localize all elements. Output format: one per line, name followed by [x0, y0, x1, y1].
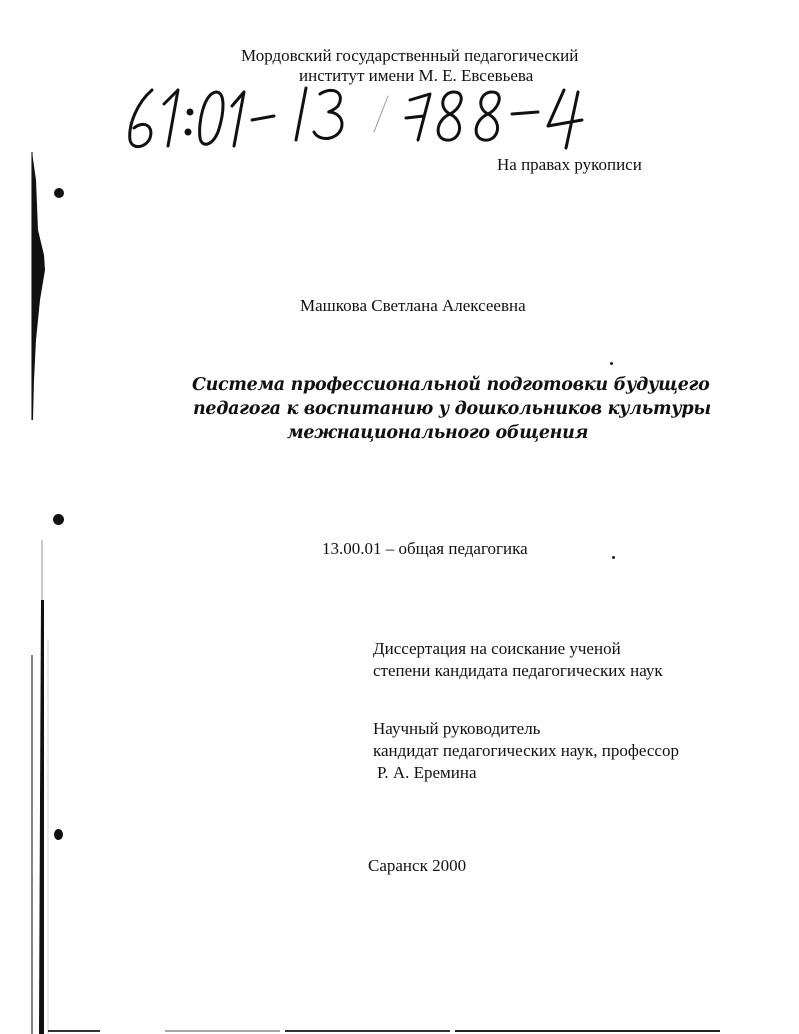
- dissertation-degree-line2: степени кандидата педагогических наук: [373, 661, 663, 680]
- handwritten-registry-number: [120, 82, 600, 152]
- punch-hole-mark-2: [53, 514, 64, 525]
- dissertation-title-line2: педагога к воспитанию у дошкольников культуры: [193, 399, 711, 419]
- city-year: Саранск 2000: [368, 856, 467, 875]
- supervisor-label: Научный руководитель: [373, 719, 541, 738]
- dissertation-title-line1: Система профессиональной подготовки будущего: [192, 375, 710, 395]
- rights-notice: На правах рукописи: [497, 155, 642, 174]
- punch-hole-mark-3: [54, 829, 63, 840]
- author-name: Машкова Светлана Алексеевна: [300, 296, 526, 315]
- institution-name-line1: Мордовский государственный педагогический: [241, 46, 579, 65]
- scan-bottom-edge: [0, 1028, 799, 1034]
- punch-hole-mark-1: [54, 188, 64, 198]
- scan-binding-edge: [0, 0, 80, 1034]
- scan-speck: [612, 556, 615, 559]
- supervisor-credentials: кандидат педагогических наук, профессор: [373, 741, 679, 760]
- scan-speck: [610, 362, 613, 365]
- supervisor-name: Р. А. Еремина: [377, 763, 477, 782]
- institution-name-line2: институт имени М. Е. Евсевьева: [299, 66, 534, 85]
- dissertation-degree-line1: Диссертация на соискание ученой: [373, 639, 621, 658]
- dissertation-title-line3: межнационального общения: [287, 423, 589, 443]
- specialty-code: 13.00.01 – общая педагогика: [322, 539, 528, 558]
